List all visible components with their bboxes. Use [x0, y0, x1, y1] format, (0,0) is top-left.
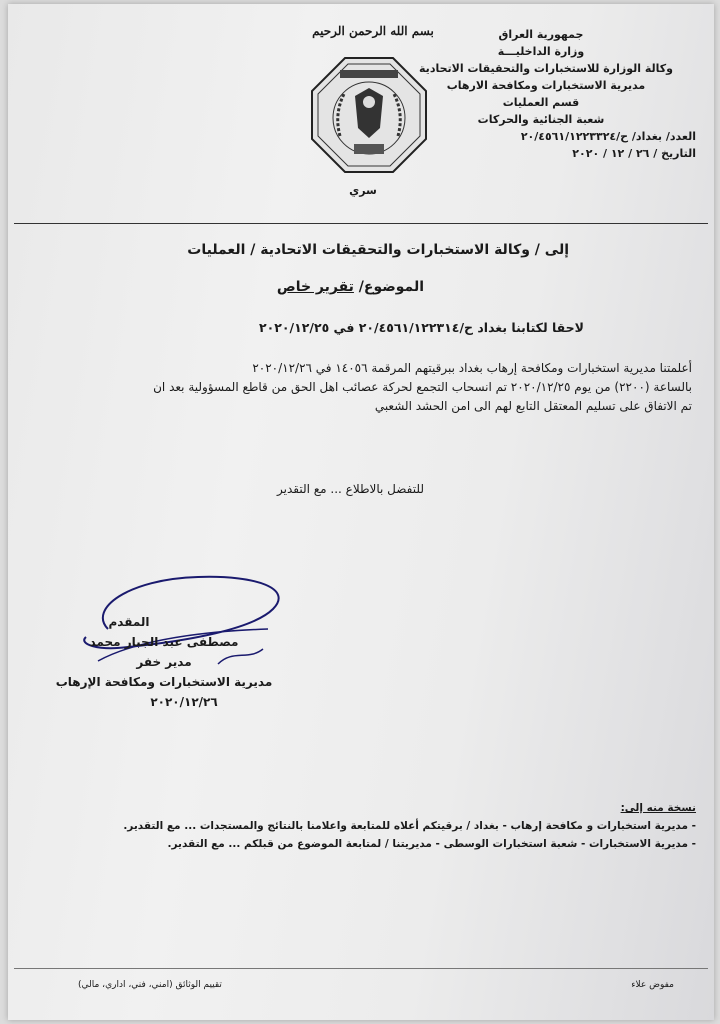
classification-stamp: سري [349, 184, 377, 197]
footer-divider [14, 968, 708, 969]
document-page [8, 4, 714, 1020]
header-directorate: مديرية الاستخبارات ومكافحة الارهاب [446, 79, 646, 92]
header-country: جمهورية العراق [498, 28, 584, 41]
emblem-seal-icon [310, 56, 428, 174]
header-divider [14, 223, 708, 224]
recipient-line: إلى / وكالة الاستخبارات والتحقيقات الاتحادية / العمليات [187, 242, 569, 258]
copies-label: نسخة منه إلى: [620, 802, 696, 814]
signer-title: مدير خفر [136, 655, 192, 669]
header-ministry: وزارة الداخليـــة [497, 45, 585, 58]
body-line: تم الاتفاق على تسليم المعتقل التابع لهم الى امن الحشد الشعبي [374, 399, 692, 413]
subject-value: تقرير خاص [276, 279, 354, 295]
reference-date: التاريخ / ٢٦ / ١٢ / ٢٠٢٠ [572, 147, 696, 160]
footer-clerk: مفوض علاء [631, 980, 674, 990]
basmala: بسم الله الرحمن الرحيم [312, 24, 434, 38]
footer-evaluation: تقييم الوثائق (امني، فني، اداري، مالي) [78, 980, 222, 990]
signer-department: مديرية الاستخبارات ومكافحة الإرهاب [55, 675, 273, 689]
body-line: بالساعة (٢٢٠٠) من يوم ٢٠٢٠/١٢/٢٥ تم انسحاب التجمع لحركة عصائب اهل الحق من قاطع المسؤولية بعد ان [153, 380, 692, 394]
letterhead [396, 26, 696, 162]
body-line: أعلمتنا مديرية استخبارات ومكافحة إرهاب بغداد ببرقيتهم المرقمة ١٤٠٥٦ في ٢٠٢٠/١٢/٢٦ [252, 361, 692, 375]
reference-line: لاحقا لكتابنا بغداد ح/٢٠/٤٥٦١/١٢٢٣١٤ في ٢٠٢٠/١٢/٢٥ [259, 320, 584, 335]
subject-line [277, 279, 424, 295]
body-paragraph [32, 359, 692, 416]
signature-block [34, 612, 294, 712]
ministry-emblem [310, 56, 428, 174]
copy-recipient: - مديرية الاستخبارات - شعبة استخبارات الوسطى - مديريتنا / لمتابعة الموضوع من قبلكم ... مع التقدير. [167, 838, 696, 850]
signature-date: ٢٠٢٠/١٢/٢٦ [150, 695, 218, 709]
copy-recipient: - مديرية استخبارات و مكافحة إرهاب - بغداد / برقيتكم أعلاه للمتابعة واعلامنا بالنتائج والمستجدات ... مع التقدير. [123, 820, 696, 832]
header-section: قسم العمليات [502, 96, 580, 109]
signer-rank: المقدم [108, 615, 150, 629]
reference-number: العدد/ بغداد/ ح/٢٠/٤٥٦١/١٢٢٣٣٢٤ [520, 130, 696, 143]
closing-line: للتفضل بالاطلاع ... مع التقدير [277, 482, 424, 496]
header-agency: وكالة الوزارة للاستخبارات والتحقيقات الاتحادية [419, 62, 673, 75]
subject-label: الموضوع/ [358, 279, 424, 295]
header-division: شعبة الجنائية والحركات [477, 113, 605, 126]
signer-name: مصطفى عبد الجبار محمد [89, 635, 239, 649]
copies-section [16, 800, 696, 853]
